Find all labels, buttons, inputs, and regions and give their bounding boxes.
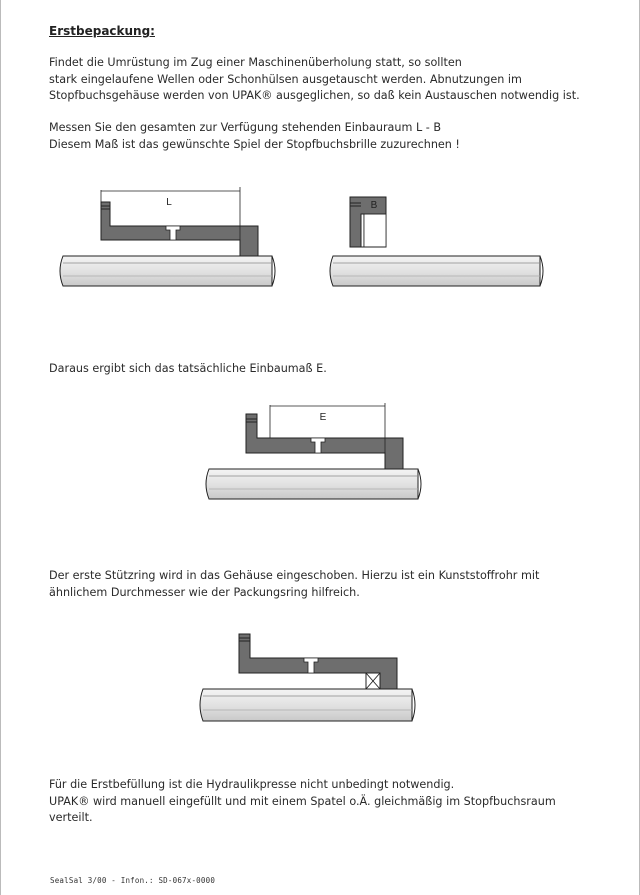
paragraph-support-ring-line-2: ähnlichem Durchmesser wie der Packungsring hilfreich. [49, 585, 360, 599]
figure-1-left-diagram [60, 187, 275, 286]
paragraph-support-ring-line-1: Der erste Stützring wird in das Gehäuse eingeschoben. Hierzu ist ein Kunststoffrohr mit [49, 569, 540, 582]
paragraph-result-line-1: Daraus ergibt sich das tatsächliche Einbaumaß E. [49, 362, 327, 375]
paragraph-intro-line-2: stark eingelaufene Wellen oder Schonhülsen ausgetauscht werden. Abnutzungen im [49, 72, 522, 86]
page-title: Erstbepackung: [49, 24, 155, 38]
paragraph-first-fill-line-3: verteilt. [49, 811, 93, 824]
shaft-1-right [330, 256, 540, 286]
figure-3-diagram [200, 634, 415, 721]
paragraph-measure-line-1: Messen Sie den gesamten zur Verfügung stehenden Einbauraum L - B [49, 121, 442, 134]
dimension-label-b: B [370, 200, 378, 211]
footer-reference: SealSal 3/00 - Infon.: SD-067x-0000 [50, 876, 216, 885]
dimension-label-l: L [166, 197, 172, 208]
figure-1-right-diagram [330, 197, 543, 286]
shaft-2 [206, 469, 418, 499]
figure-2-diagram [206, 403, 421, 499]
paragraph-intro-line-1: Findet die Umrüstung im Zug einer Maschinenüberholung statt, so sollten [49, 56, 462, 69]
paragraph-first-fill-line-2: UPAK® wird manuell eingefüllt und mit einem Spatel o.Ä. gleichmäßig im Stopfbuchsraum [49, 794, 556, 808]
paragraph-intro-line-3: Stopfbuchsgehäuse werden von UPAK® ausgeglichen, so daß kein Austauschen notwendig ist. [49, 89, 580, 102]
shaft-1-left [60, 256, 272, 286]
shaft-3 [200, 689, 412, 721]
paragraph-first-fill-line-1: Für die Erstbefüllung ist die Hydraulikpresse nicht unbedingt notwendig. [49, 778, 455, 791]
paragraph-measure-line-2: Diesem Maß ist das gewünschte Spiel der Stopfbuchsbrille zuzurechnen ! [49, 137, 460, 151]
dimension-label-e: E [319, 412, 327, 423]
